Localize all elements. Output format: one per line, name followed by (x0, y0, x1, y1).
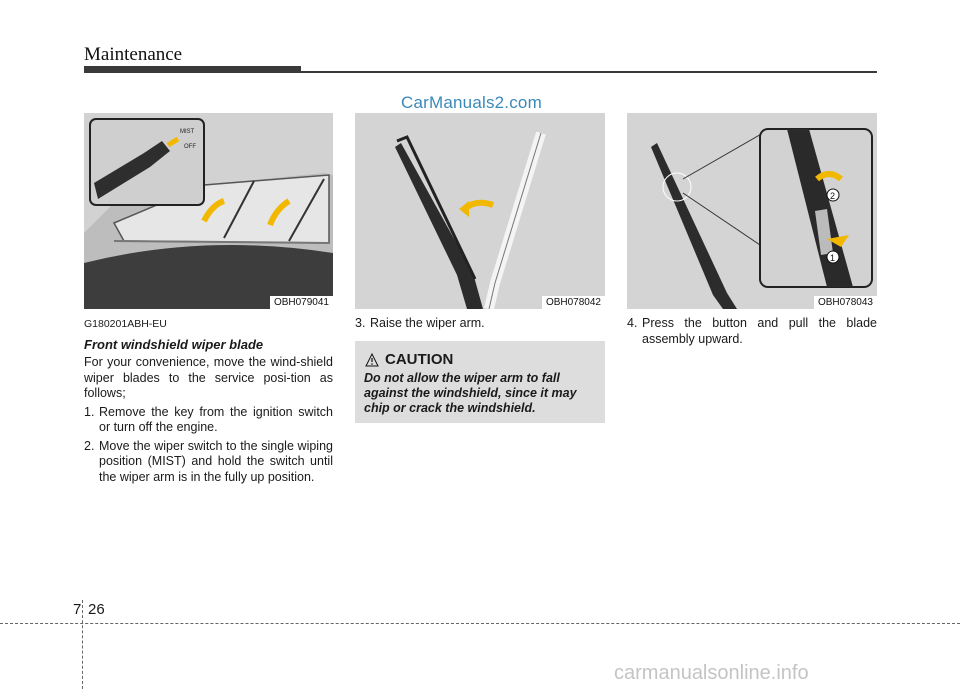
figure-wiper-switch-car (84, 113, 333, 309)
intro-paragraph: For your convenience, move the wind-shield wiper blades to the service posi-tion as follows; (84, 355, 333, 400)
caution-header (365, 351, 453, 368)
figure-label: OBH078042 (542, 296, 605, 309)
section-subtitle: Front windshield wiper blade (84, 336, 264, 352)
step-2 (84, 439, 333, 486)
callout-2: 2 (830, 191, 836, 201)
step-4 (627, 316, 877, 347)
header-rule-thin (301, 71, 877, 73)
footer-rule (0, 623, 960, 624)
step-text: Move the wiper switch to the single wiping position (MIST) and hold the switch until the wiper arm is in the fully up position. (99, 438, 333, 484)
chapter-number: 7 (73, 601, 82, 618)
header-rule-thick (84, 66, 301, 73)
figure-label: OBH078043 (814, 296, 877, 309)
mist-label: MIST (180, 129, 195, 135)
figure-raise-wiper-arm (355, 113, 605, 309)
figure-label: OBH079041 (270, 296, 333, 309)
illustration-car-windshield (84, 113, 333, 309)
caution-text: Do not allow the wiper arm to fall against the windshield, since it may chip or crack the windshield. (364, 371, 577, 415)
watermark-link[interactable]: CarManuals2.com (401, 93, 542, 112)
step-number: 3. (355, 316, 366, 330)
illustration-wiper-arm-raise (355, 113, 605, 309)
section-code: G180201ABH-EU (84, 318, 167, 330)
step-1 (84, 405, 333, 436)
step-3 (355, 316, 605, 332)
column-2-text (355, 316, 605, 335)
callout-1: 1 (830, 253, 836, 263)
step-text: Raise the wiper arm. (370, 316, 485, 330)
illustration-blade-release (627, 113, 877, 309)
caution-title: CAUTION (385, 351, 454, 368)
step-number: 2. (84, 438, 95, 453)
page-header-title: Maintenance (84, 44, 183, 65)
step-text: Press the button and pull the blade assembly upward. (642, 316, 877, 346)
column-3-text (627, 316, 877, 350)
footer-vertical-rule (82, 600, 83, 689)
page-number: 26 (88, 601, 105, 618)
footer-site-link[interactable]: carmanualsonline.info (614, 662, 809, 684)
step-number: 1. (84, 404, 95, 419)
step-text: Remove the key from the ignition switch or turn off the engine. (99, 404, 333, 434)
caution-box (355, 341, 605, 423)
column-1-text (84, 317, 333, 488)
warning-triangle-icon (365, 353, 379, 367)
figure-press-button (627, 113, 877, 309)
step-number: 4. (627, 316, 638, 330)
off-label: OFF (184, 144, 196, 150)
